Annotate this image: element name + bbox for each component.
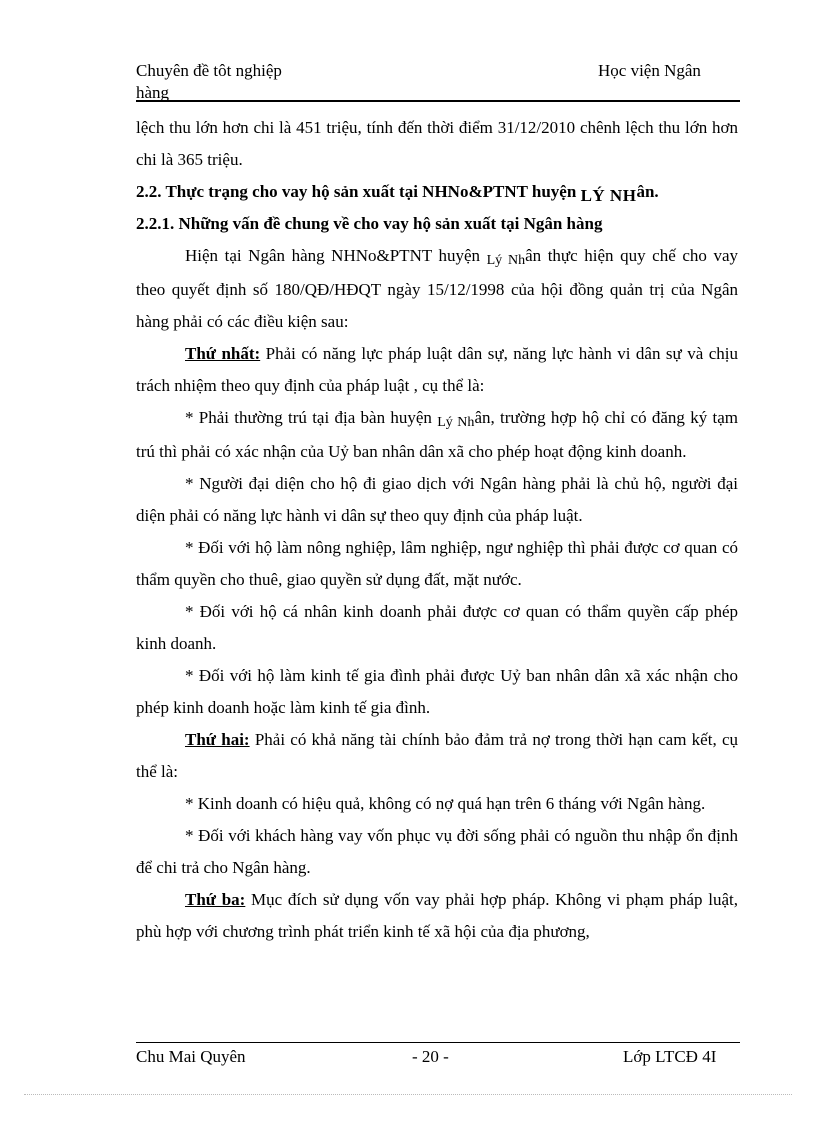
paragraph: * Đối với hộ cá nhân kinh doanh phải được cơ quan có thẩm quyền cấp phép kinh doanh.: [136, 602, 738, 653]
condition-label: Thứ nhất:: [185, 344, 261, 363]
text-run: * Phải thường trú tại địa bàn huyện: [185, 408, 438, 427]
paragraph: * Kinh doanh có hiệu quả, không có nợ quá hạn trên 6 tháng với Ngân hàng.: [185, 794, 706, 813]
paragraph: [136, 240, 738, 338]
condition-label: Thứ ba:: [185, 890, 246, 909]
text-run: Phải có khả năng tài chính bảo đảm trả nợ trong thời hạn cam kết, cụ thể là:: [136, 730, 738, 781]
paragraph: [136, 884, 738, 948]
header-institution: Học viện Ngân: [598, 61, 701, 80]
text-run: Phải có năng lực pháp luật dân sự, năng lực hành vi dân sự và chịu trách nhiệm theo quy định của pháp luật , cụ thể là:: [136, 344, 738, 395]
section-heading: [136, 176, 738, 208]
paragraph: * Người đại diện cho hộ đi giao dịch với Ngân hàng phải là chủ hộ, người đại diện phải có năng lực hành vi dân sự theo quy định của pháp luật.: [136, 474, 738, 525]
paragraph: [136, 402, 738, 468]
heading-text: 2.2. Thực trạng cho vay hộ sản xuất tại NHNo&PTNT huyện: [136, 182, 581, 201]
condition-label: Thứ hai:: [185, 730, 250, 749]
text-run: ân thực hiện quy chế cho vay theo quyết định số 180/QĐ/HĐQT ngày 15/12/1998 của hội đồng quản trị của Ngân hàng phải có các điều kiện sau:: [136, 246, 738, 331]
paragraph: * Đối với khách hàng vay vốn phục vụ đời sống phải có nguồn thu nhập ổn định để chi trả cho Ngân hàng.: [136, 826, 738, 877]
paragraph: lệch thu lớn hơn chi là 451 triệu, tính đến thời điểm 31/12/2010 chênh lệch thu lớn hơn chi là 365 triệu.: [136, 118, 738, 169]
place-name: Lý Nh: [486, 253, 526, 268]
footer-divider: [136, 1042, 740, 1043]
paragraph: * Đối với hộ làm kinh tế gia đình phải được Uỷ ban nhân dân xã xác nhận cho phép kinh doanh hoặc làm kinh tế gia đình.: [136, 666, 738, 717]
page-bottom-border: [24, 1094, 792, 1095]
header-left: [136, 60, 282, 104]
page-number: - 20 -: [412, 1047, 449, 1066]
text-run: Mục đích sử dụng vốn vay phải hợp pháp. Không vi phạm pháp luật, phù hợp với chương trình phát triển kinh tế xã hội của địa phương,: [136, 890, 738, 941]
paragraph: [136, 338, 738, 402]
header-title-continued: hàng: [136, 83, 170, 102]
page-body: [136, 112, 738, 948]
header-title: Chuyên đề tôt nghiệp: [136, 61, 282, 80]
subsection-heading: 2.2.1. Những vấn đề chung về cho vay hộ sản xuất tại Ngân hàng: [136, 214, 603, 233]
heading-place-name: LÝ NH: [580, 186, 637, 205]
heading-text-end: ân.: [636, 182, 659, 201]
text-run: ân, trường hợp hộ chỉ có đăng ký tạm trú thì phải có xác nhận của Uỷ ban nhân dân xã cho phép hoạt động kinh doanh.: [136, 408, 738, 461]
place-name: Lý Nh: [437, 415, 475, 430]
footer-class: Lớp LTCĐ 4I: [623, 1047, 717, 1066]
text-run: Hiện tại Ngân hàng NHNo&PTNT huyện: [185, 246, 487, 265]
paragraph: [136, 724, 738, 788]
header-divider: [136, 100, 740, 102]
footer-author: Chu Mai Quyên: [136, 1047, 246, 1066]
paragraph: * Đối với hộ làm nông nghiệp, lâm nghiệp, ngư nghiệp thì phải được cơ quan có thẩm quyền cho thuê, giao quyền sử dụng đất, mặt nước.: [136, 538, 738, 589]
